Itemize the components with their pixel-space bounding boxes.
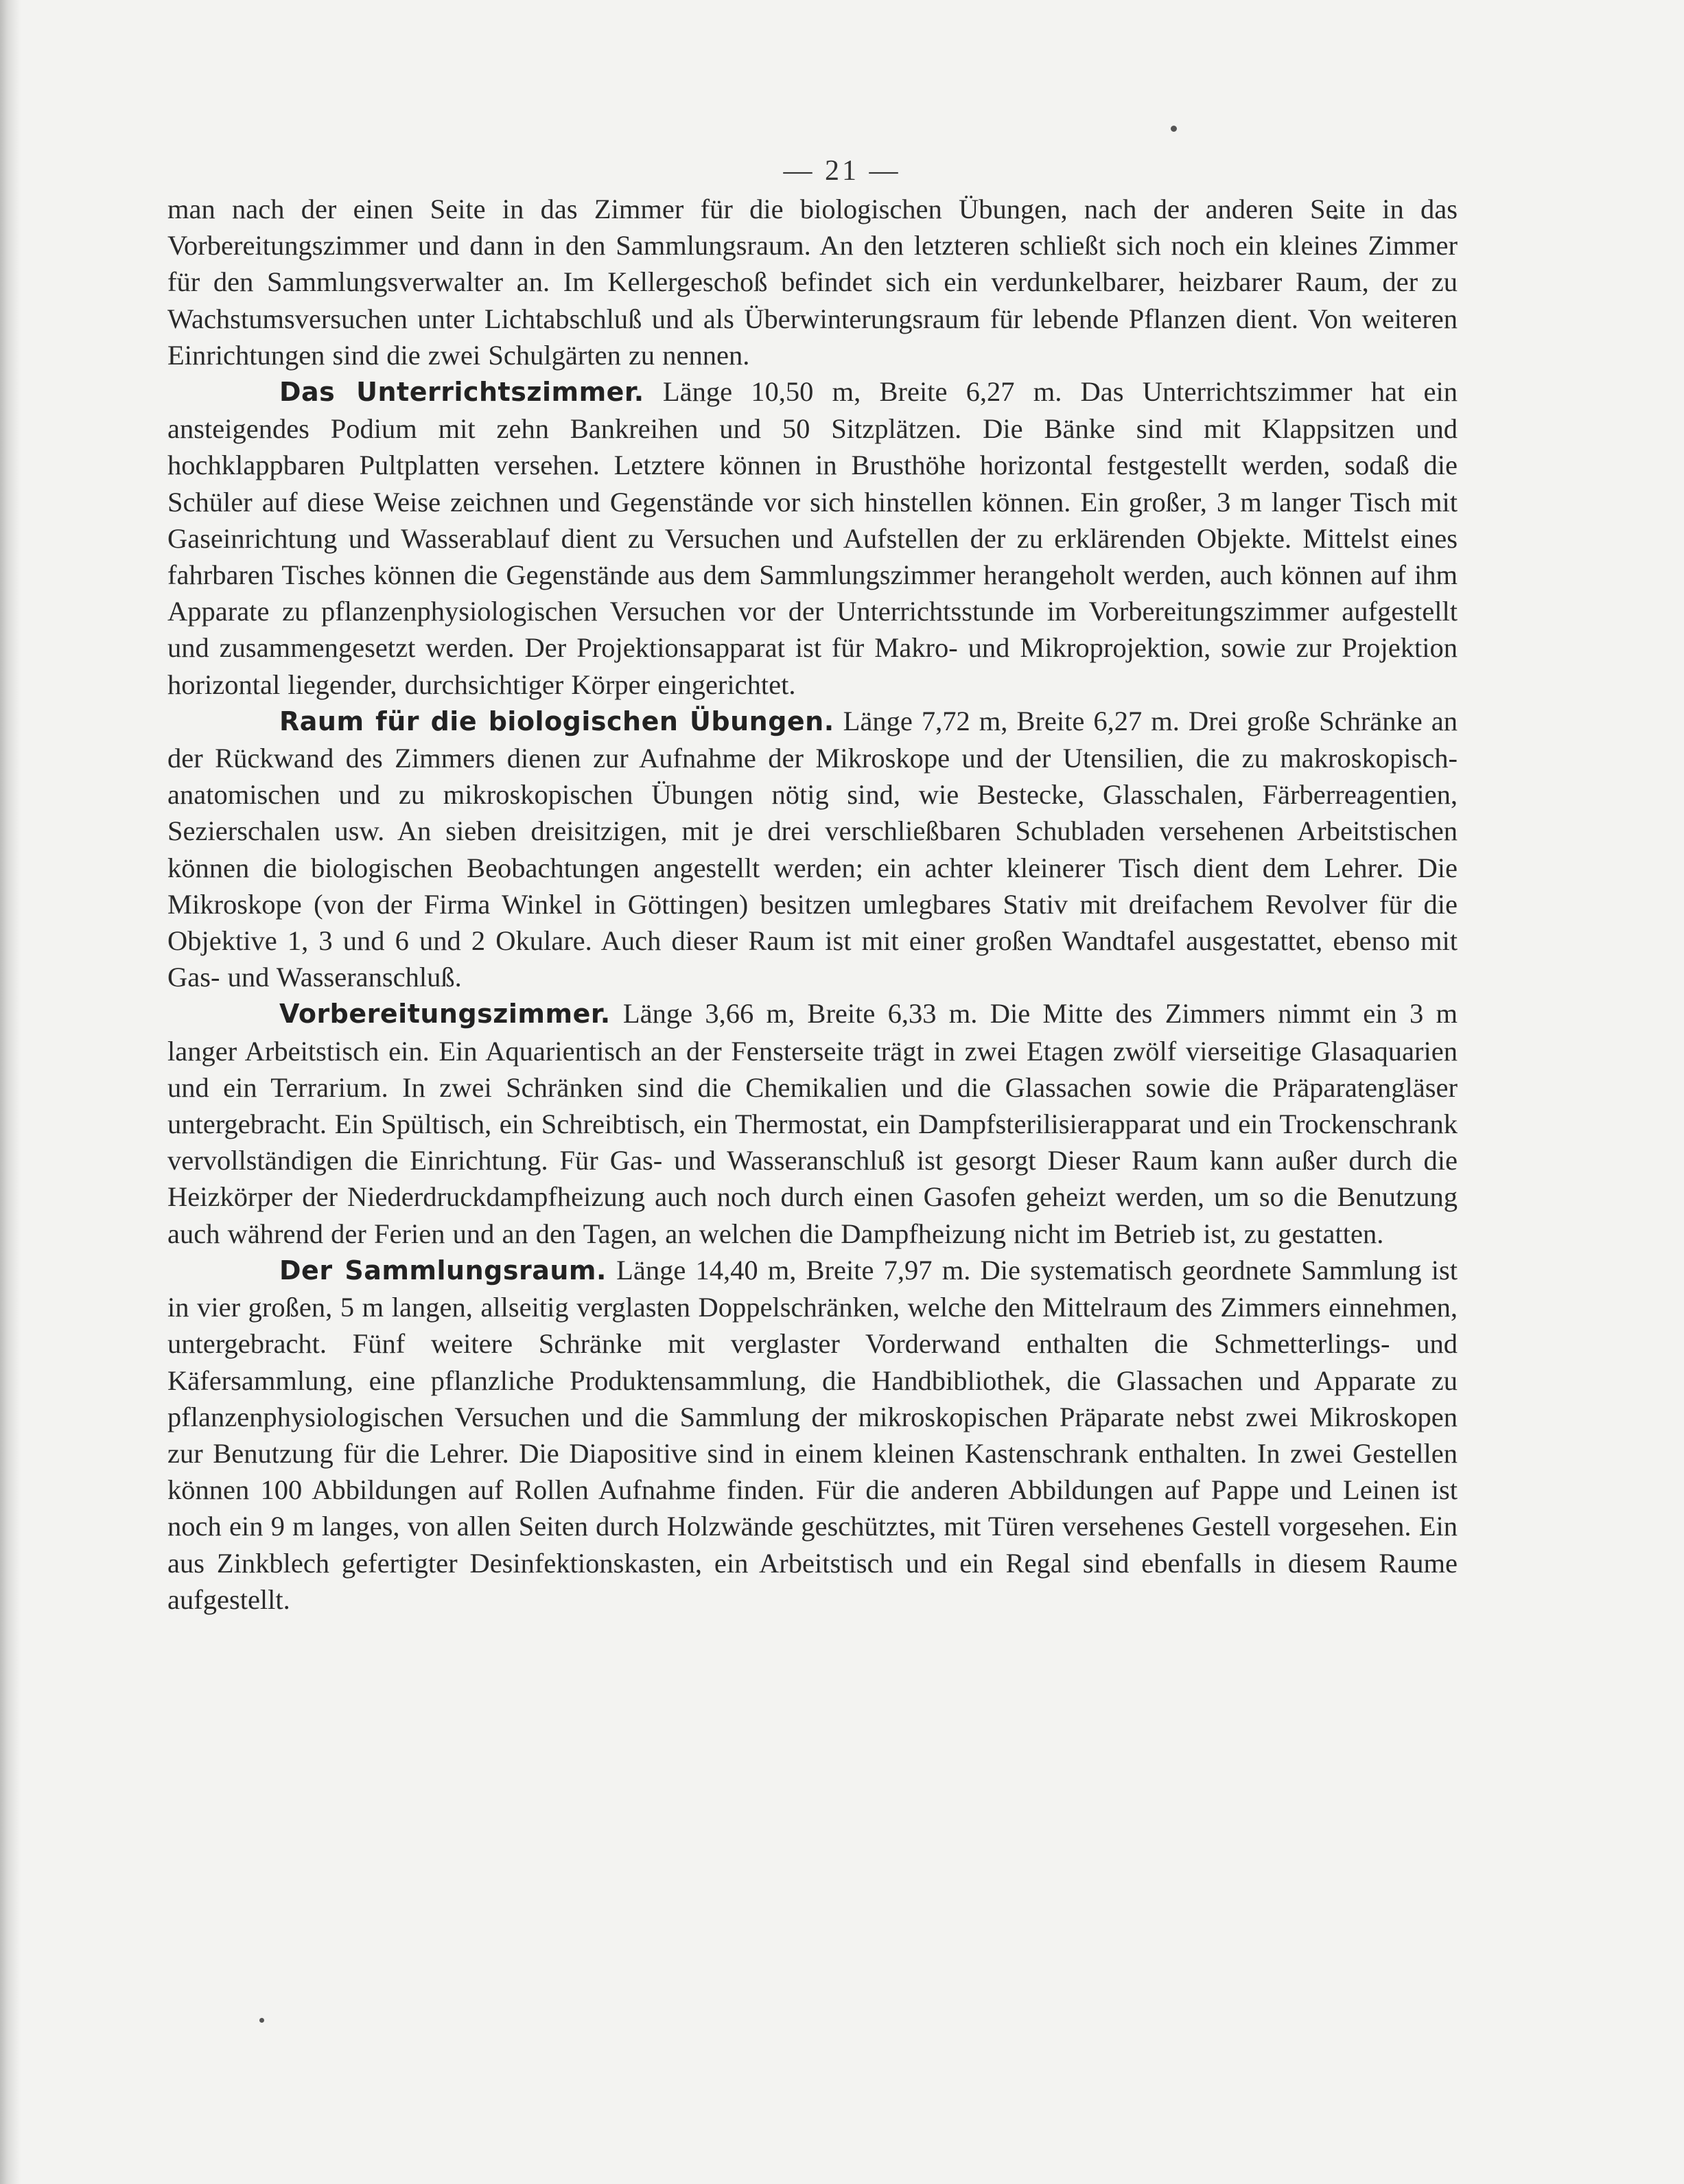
section-sammlungsraum	[167, 1252, 1458, 1618]
section-text: Länge 14,40 m, Breite 7,97 m. Die systematisch geordnete Sammlung ist in vier großen, 5 m langen, allseitig verglasten Doppelschränken, welche den Mittelraum des Zimmers einnehmen, untergebracht. Fünf weitere Schränke mit verglaster Vorderwand enthalten die Schmetterlings- und Käfersammlung, eine pflanzliche Produktensammlung, die Handbibliothek, die Glassachen und Apparate zu pflanzenphysiologischen Versuchen und die Sammlung der mikroskopischen Präparate nebst zwei Mikroskopen zur Benutzung für die Lehrer. Die Diapositive sind in einem kleinen Kastenschrank enthalten. In zwei Gestellen können 100 Abbildungen auf Rollen Aufnahme finden. Für die anderen Abbildungen auf Pappe und Leinen ist noch ein 9 m langes, von allen Seiten durch Holzwände geschütztes, mit Türen versehenes Gestell vorgesehen. Ein aus Zinkblech gefertigter Desinfektionskasten, ein Arbeitstisch und ein Regal sind ebenfalls in diesem Raume aufgestellt.	[167, 1254, 1458, 1615]
section-vorbereitungszimmer	[167, 995, 1458, 1251]
section-heading: Das Unterrichtszimmer.	[279, 377, 644, 408]
section-text: Länge 7,72 m, Breite 6,27 m. Drei große Schränke an der Rückwand des Zimmers dienen zur Aufnahme der Mikroskope und der Utensilien, die zu makroskopisch-anatomischen und zu mikroskopischen Übungen nötig sind, wie Bestecke, Glasschalen, Färberreagentien, Sezierschalen usw. An sieben dreisitzigen, mit je drei verschließbaren Schubladen versehenen Arbeitstischen können die biologischen Beobachtungen angestellt werden; ein achter kleinerer Tisch dient dem Lehrer. Die Mikroskope (von der Firma Winkel in Göttingen) besitzen umlegbares Stativ mit dreifachem Revolver für die Objektive 1, 3 und 6 und 2 Okulare. Auch dieser Raum ist mit einer großen Wandtafel ausgestattet, ebenso mit Gas- und Wasseranschluß.	[167, 705, 1458, 993]
section-text: Länge 3,66 m, Breite 6,33 m. Die Mitte des Zimmers nimmt ein 3 m langer Arbeitstisch ein. Ein Aquarientisch an der Fensterseite trägt in zwei Etagen zwölf vierseitige Glasaquarien und ein Terrarium. In zwei Schränken sind die Chemikalien und die Glassachen sowie die Präparatengläser untergebracht. Ein Spültisch, ein Schreibtisch, ein Thermostat, ein Dampfsterilisierapparat und ein Trockenschrank vervollständigen die Einrichtung. Für Gas- und Wasseranschluß ist gesorgt Dieser Raum kann außer durch die Heizkörper der Niederdruckdampfheizung auch noch durch einen Gasofen geheizt werden, um so die Benutzung auch während der Ferien und an den Tagen, an welchen die Dampfheizung nicht im Betrieb ist, zu gestatten.	[167, 998, 1458, 1249]
document-body	[167, 191, 1458, 1618]
section-text: Länge 10,50 m, Breite 6,27 m. Das Unterrichtszimmer hat ein ansteigendes Podium mit zehn Bankreihen und 50 Sitzplätzen. Die Bänke sind mit Klappsitzen und hochklappbaren Pultplatten versehen. Letztere können in Brusthöhe horizontal festgestellt werden, sodaß die Schüler auf diese Weise zeichnen und Gegenstände vor sich hinstellen können. Ein großer, 3 m langer Tisch mit Gaseinrichtung und Wasserablauf dient zu Versuchen und Aufstellen der zu erklärenden Objekte. Mittelst eines fahrbaren Tisches können die Gegenstände aus dem Sammlungszimmer herangeholt werden, auch können auf ihm Apparate zu pflanzenphysiologischen Versuchen vor der Unterrichtsstunde im Vorbereitungszimmer aufgestellt und zusammengesetzt werden. Der Projektionsapparat ist für Makro- und Mikroprojektion, sowie zur Projektion horizontal liegender, durchsichtiger Körper eingerichtet.	[167, 376, 1458, 700]
section-heading: Raum für die biologischen Übungen.	[279, 706, 834, 736]
intro-paragraph: man nach der einen Seite in das Zimmer für die biologischen Übungen, nach der anderen Seite in das Vorbereitungszimmer und dann in den Sammlungsraum. An den letzteren schließt sich noch ein kleines Zimmer für den Sammlungsverwalter an. Im Kellergeschoß befindet sich ein verdunkelbarer, heizbarer Raum, der zu Wachstumsversuchen unter Lichtabschluß und als Überwinterungsraum für lebende Pflanzen dient. Von weiteren Einrichtungen sind die zwei Schulgärten zu nennen.	[167, 194, 1458, 371]
page-binding-edge	[0, 0, 21, 2184]
section-heading: Vorbereitungszimmer.	[279, 999, 611, 1030]
section-biologische-uebungen	[167, 703, 1458, 996]
section-heading: Der Sammlungsraum.	[279, 1255, 607, 1286]
section-unterrichtszimmer	[167, 373, 1458, 703]
page-number: — 21 —	[783, 155, 901, 187]
print-speck	[259, 2018, 264, 2023]
print-speck	[1171, 126, 1177, 132]
